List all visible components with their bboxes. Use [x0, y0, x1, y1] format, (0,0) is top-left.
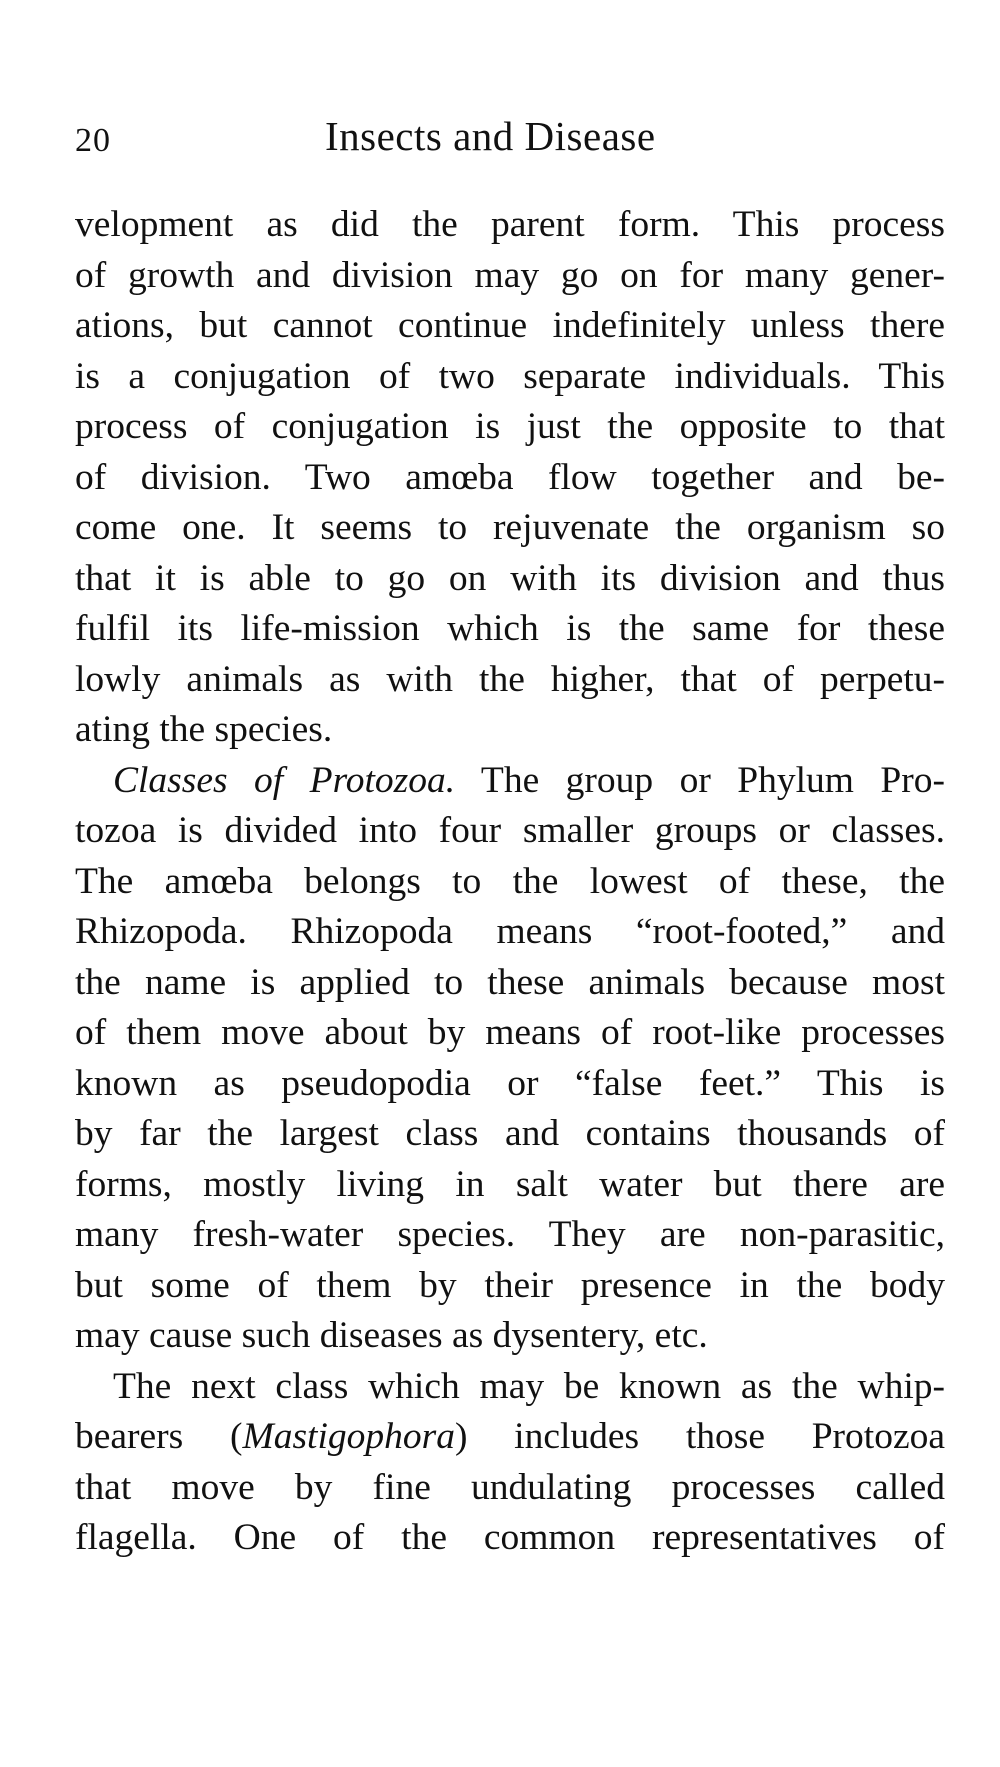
text-line: of division. Two amœba flow together and be- [75, 456, 945, 498]
running-title: Insects and Disease [325, 113, 656, 159]
running-head [75, 112, 945, 162]
section-heading: Classes of Protozoa. [113, 759, 456, 801]
text-line: come one. It seems to rejuvenate the organism so [75, 507, 945, 548]
text-line: The next class which may be known as the whip- [113, 1365, 945, 1407]
text-line: known as pseudopodia or “false feet.” This is [75, 1062, 945, 1104]
text-line [75, 1412, 945, 1463]
paragraph-classes-of-protozoa [75, 756, 945, 1362]
text-line: lowly animals as with the higher, that of perpetu- [75, 658, 945, 700]
text-line: process of conjugation is just the opposite to that [75, 406, 945, 447]
text-line: of growth and division may go on for many gener- [75, 254, 945, 296]
text-line: tozoa is divided into four smaller groups or classes. [75, 810, 945, 851]
text-line: by far the largest class and contains thousands of [75, 1113, 945, 1154]
paragraph-continuation [75, 200, 945, 756]
paragraph-whip-bearers [75, 1362, 945, 1564]
italic-term: Mastigophora [242, 1416, 455, 1457]
text-line [75, 756, 945, 807]
body-text [75, 200, 945, 1564]
text-line: velopment as did the parent form. This process [75, 204, 945, 245]
text-run: ) includes those Protozoa [454, 1416, 945, 1457]
text-line: of them move about by means of root-like processes [75, 1012, 945, 1053]
text-line: fulfil its life-mission which is the same for these [75, 608, 945, 649]
text-line: the name is applied to these animals because most [75, 961, 945, 1003]
page-number: 20 [75, 122, 111, 159]
text-line: many fresh-water species. They are non-parasitic, [75, 1214, 945, 1255]
text-run: The group or Phylum Pro- [455, 759, 945, 801]
text-line: but some of them by their presence in the body [75, 1264, 945, 1306]
text-line: may cause such diseases as dysentery, etc. [75, 1315, 708, 1356]
text-line: forms, mostly living in salt water but there are [75, 1163, 945, 1205]
text-line: flagella. One of the common representatives of [75, 1517, 945, 1558]
text-line: that move by fine undulating processes called [75, 1466, 945, 1508]
text-line: ating the species. [75, 709, 333, 750]
text-line: is a conjugation of two separate individuals. This [75, 355, 945, 397]
text-line: that it is able to go on with its division and thus [75, 557, 945, 599]
text-line: Rhizopoda. Rhizopoda means “root-footed,” and [75, 911, 945, 952]
text-line: ations, but cannot continue indefinitely unless there [75, 305, 945, 346]
text-run: bearers ( [75, 1416, 243, 1457]
text-line: The amœba belongs to the lowest of these, the [75, 860, 945, 902]
